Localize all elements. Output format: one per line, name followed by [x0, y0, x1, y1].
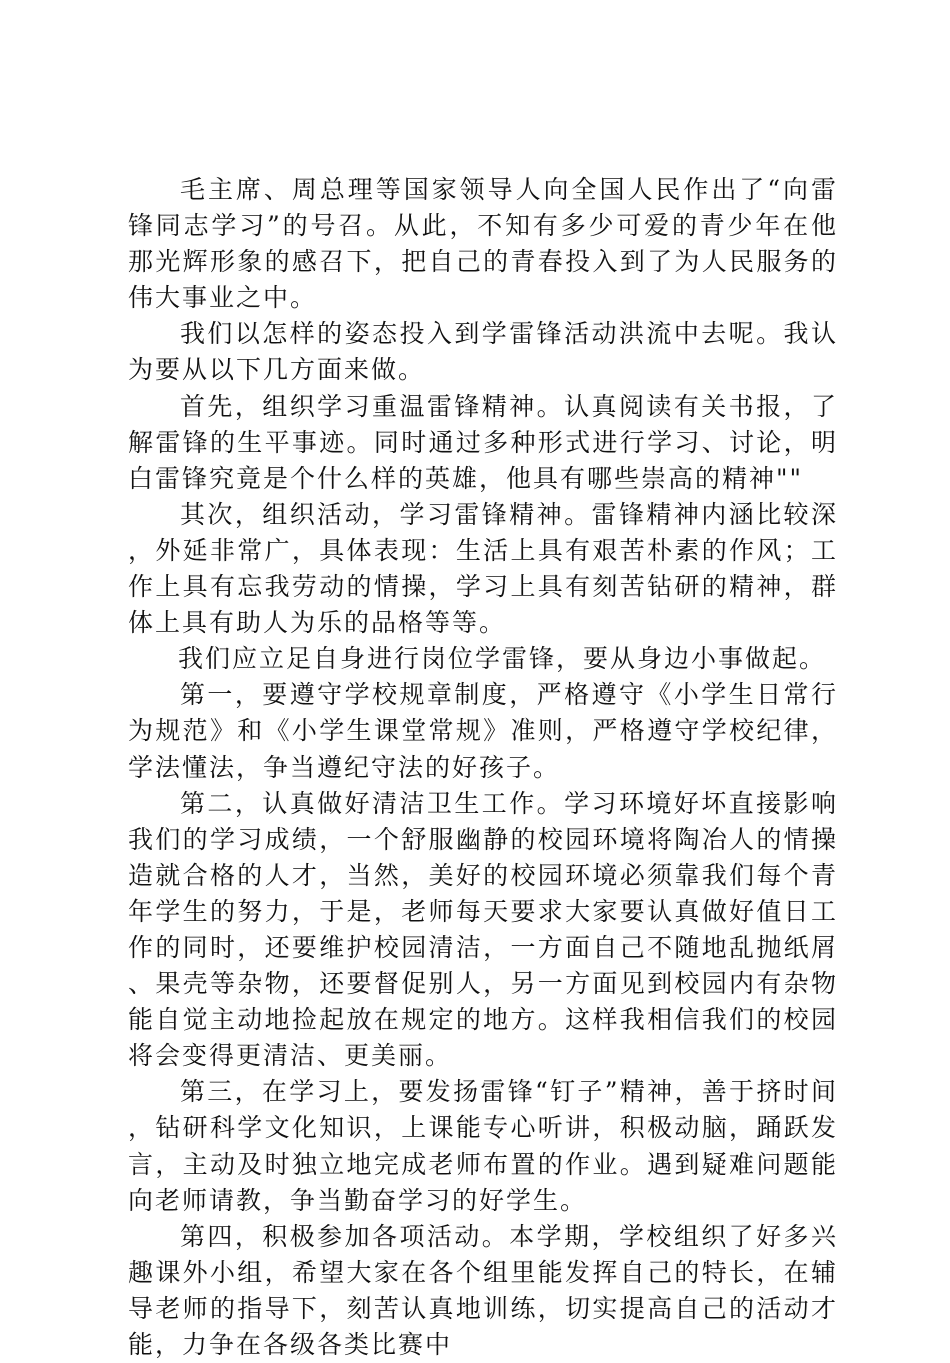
document-body [128, 172, 838, 1363]
paragraph-1: 毛主席、周总理等国家领导人向全国人民作出了“向雷锋同志学习”的号召。从此，不知有多少可爱的青少年在他那光辉形象的感召下，把自己的青春投入到了为人民服务的伟大事业之中。 [128, 175, 838, 313]
paragraph-3: 首先，组织学习重温雷锋精神。认真阅读有关书报，了解雷锋的生平事迹。同时通过多种形式进行学习、讨论，明白雷锋究竟是个什么样的英雄，他具有哪些崇高的精神"" [128, 391, 838, 493]
paragraph-9: 第四，积极参加各项活动。本学期，学校组织了好多兴趣课外小组，希望大家在各个组里能发挥自己的特长，在辅导老师的指导下，刻苦认真地训练，切实提高自己的活动才能，力争在各级各类比赛中 [128, 1221, 838, 1359]
paragraph-6: 第一，要遵守学校规章制度，严格遵守《小学生日常行为规范》和《小学生课堂常规》准则，严格遵守学校纪律，学法懂法，争当遵纪守法的好孩子。 [128, 680, 838, 782]
paragraph-5: 我们应立足自身进行岗位学雷锋，要从身边小事做起。 [178, 644, 827, 674]
paragraph-8: 第三，在学习上，要发扬雷锋“钉子”精神，善于挤时间，钻研科学文化知识，上课能专心听讲，积极动脑，踊跃发言，主动及时独立地完成老师布置的作业。遇到疑难问题能向老师请教，争当勤奋学习的好学生。 [128, 1077, 838, 1215]
paragraph-4: 其次，组织活动，学习雷锋精神。雷锋精神内涵比较深，外延非常广，具体表现：生活上具有艰苦朴素的作风；工作上具有忘我劳动的情操，学习上具有刻苦钻研的精神，群体上具有助人为乐的品格等等。 [128, 499, 838, 638]
paragraph-2: 我们以怎样的姿态投入到学雷锋活动洪流中去呢。我认为要从以下几方面来做。 [128, 319, 838, 385]
paragraph-7: 第二，认真做好清洁卫生工作。学习环境好坏直接影响我们的学习成绩，一个舒服幽静的校园环境将陶冶人的情操造就合格的人才，当然，美好的校园环境必须靠我们每个青年学生的努力，于是，老师每天要求大家要认真做好值日工作的同时，还要维护校园清洁，一方面自己不随地乱抛纸屑、果壳等杂物，还要督促别人，另一方面见到校园内有杂物能自觉主动地捡起放在规定的地方。这样我相信我们的校园将会变得更清洁、更美丽。 [128, 788, 838, 1071]
